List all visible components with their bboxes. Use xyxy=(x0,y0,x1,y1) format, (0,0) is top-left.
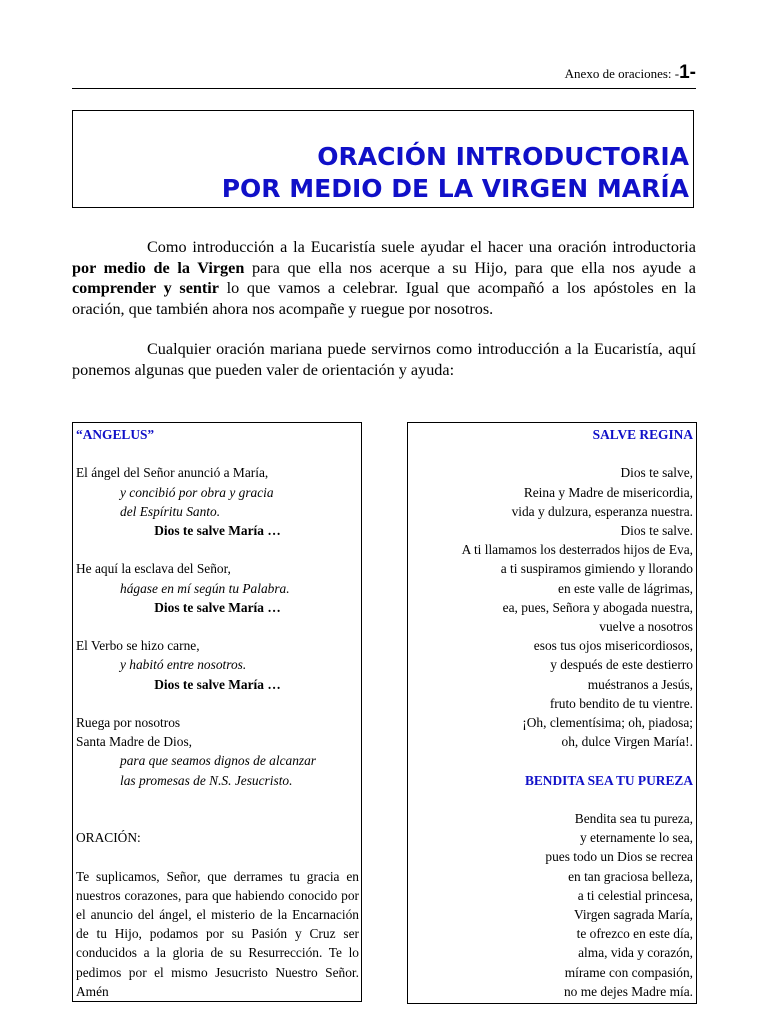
title-line-2: POR MEDIO DE LA VIRGEN MARÍA xyxy=(221,174,689,203)
title-line-1: ORACIÓN INTRODUCTORIA xyxy=(317,142,689,171)
angelus-line: He aquí la esclava del Señor, xyxy=(76,561,231,577)
page-number: 1- xyxy=(679,62,696,83)
angelus-line: Santa Madre de Dios, xyxy=(76,734,193,750)
angelus-title: “ANGELUS” xyxy=(76,427,155,442)
oracion-label: ORACIÓN: xyxy=(76,830,141,846)
angelus-box xyxy=(72,422,362,1002)
bendita-line: Virgen sagrada María, xyxy=(573,907,693,923)
angelus-line: El ángel del Señor anunció a María, xyxy=(76,465,269,481)
salve-line: a ti suspiramos gimiendo y llorando xyxy=(500,561,693,577)
salve-line: y después de este destierro xyxy=(550,657,693,673)
salve-line: vida y dulzura, esperanza nuestra. xyxy=(511,503,693,519)
intro-p1-part-e: lo que vamos a celebrar. Igual que acompañó a los apóstoles en la oración, que también ahora nos acompañe y ruegue por nosotros. xyxy=(72,279,696,318)
salve-line: Dios te salve, xyxy=(620,465,693,481)
salve-line: fruto bendito de tu vientre. xyxy=(549,695,693,711)
salve-line: ¡Oh, clementísima; oh, piadosa; xyxy=(522,715,693,731)
angelus-line: Ruega por nosotros xyxy=(76,714,181,730)
bendita-line: mírame con compasión, xyxy=(564,964,693,980)
bendita-lines xyxy=(411,809,693,1001)
angelus-line: para que seamos dignos de alcanzar xyxy=(120,753,317,769)
oracion-text: Te suplicamos, Señor, que derrames tu gracia en nuestros corazones, para que habiendo conocido por el anuncio del ángel, el misterio de la Encarnación de tu Hijo, podamos por su Pasión y Cruz ser conducidos a la gloria de su Resurrección. Te lo pedimos por el mismo Jesucristo Nuestro Señor. Amén xyxy=(76,868,359,999)
header-label: Anexo de oraciones: - xyxy=(564,66,680,81)
salve-lines xyxy=(411,463,693,751)
salve-line: ea, pues, Señora y abogada nuestra, xyxy=(502,599,693,615)
title-box xyxy=(72,110,694,208)
angelus-line: y habitó entre nosotros. xyxy=(120,657,247,673)
bendita-line: pues todo un Dios se recrea xyxy=(545,849,693,865)
salve-line: Dios te salve. xyxy=(620,523,693,538)
salve-line: Reina y Madre de misericordia, xyxy=(523,484,693,500)
intro-p1-part-a: Como introducción a la Eucaristía suele ayudar el hacer una oración introductoria xyxy=(147,238,696,256)
angelus-line: del Espíritu Santo. xyxy=(120,503,221,519)
bendita-title: BENDITA SEA TU PUREZA xyxy=(524,772,693,788)
angelus-line: y concibió por obra y gracia xyxy=(120,484,274,500)
angelus-response: Dios te salve María … xyxy=(154,523,281,538)
bendita-line: no me dejes Madre mía. xyxy=(563,983,693,999)
bendita-line: a ti celestial princesa, xyxy=(577,887,693,903)
angelus-response: Dios te salve María … xyxy=(154,599,281,615)
salve-regina-box xyxy=(407,422,697,1004)
angelus-line: El Verbo se hizo carne, xyxy=(76,638,200,654)
intro-text xyxy=(72,237,696,380)
page-header xyxy=(72,62,696,89)
bendita-line: Bendita sea tu pureza, xyxy=(574,811,693,827)
salve-line: en este valle de lágrimas, xyxy=(558,580,693,596)
intro-p1-bold-b: comprender y sentir xyxy=(72,279,219,297)
salve-title: SALVE REGINA xyxy=(592,427,693,442)
salve-line: muéstranos a Jesús, xyxy=(587,676,693,692)
intro-p1-bold-a: por medio de la Virgen xyxy=(72,258,245,277)
angelus-response: Dios te salve María … xyxy=(154,676,281,692)
bendita-line: te ofrezco en este día, xyxy=(576,926,693,942)
intro-paragraph-2: Cualquier oración mariana puede servirnos como introducción a la Eucaristía, aquí ponemos algunas que pueden valer de orientación y ayuda: xyxy=(72,340,696,379)
salve-line: vuelve a nosotros xyxy=(599,619,693,635)
bendita-line: en tan graciosa belleza, xyxy=(568,868,693,884)
salve-line: oh, dulce Virgen María!. xyxy=(561,734,693,750)
intro-paragraph-1 xyxy=(72,237,696,319)
intro-p1-part-c: para que ella nos acerque a su Hijo, para que ella nos ayude a xyxy=(244,258,696,277)
bendita-line: alma, vida y corazón, xyxy=(578,945,693,961)
salve-line: esos tus ojos misericordiosos, xyxy=(533,638,693,654)
angelus-line: las promesas de N.S. Jesucristo. xyxy=(120,772,293,788)
angelus-line: hágase en mí según tu Palabra. xyxy=(120,580,290,596)
bendita-line: y eternamente lo sea, xyxy=(579,830,693,846)
salve-line: A ti llamamos los desterrados hijos de Eva, xyxy=(461,542,693,558)
